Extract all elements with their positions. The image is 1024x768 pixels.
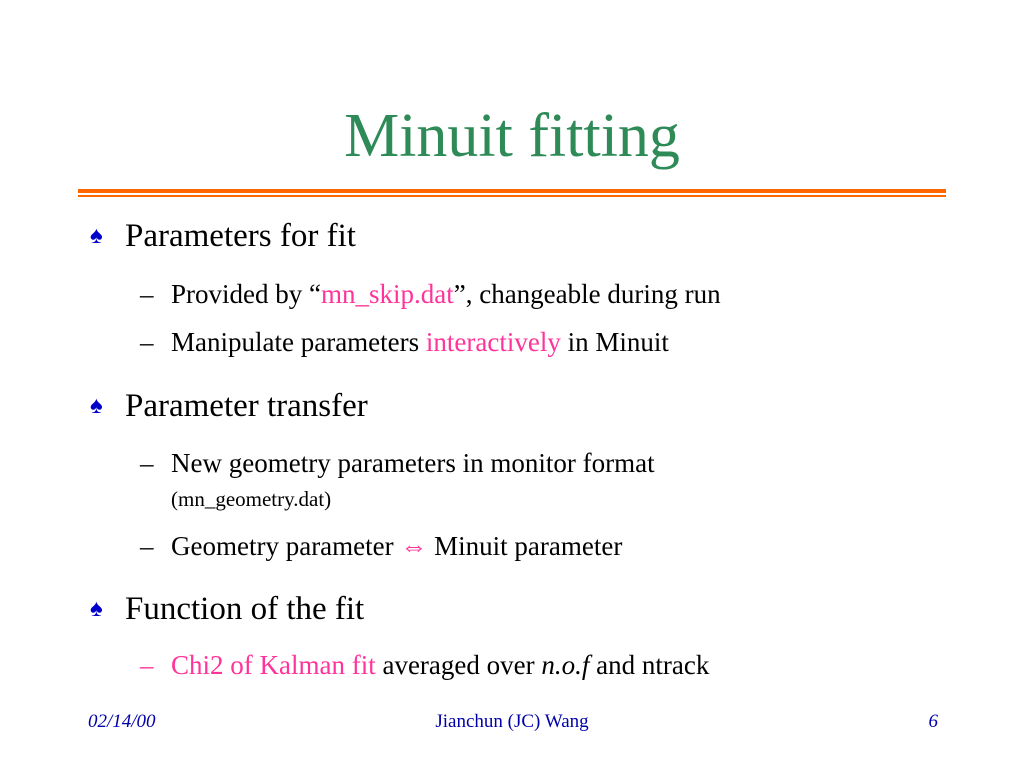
bullet-text: Parameters for fit <box>125 218 356 254</box>
double-arrow-icon: ⇔ <box>400 531 428 561</box>
bullet-item <box>90 216 356 256</box>
sub-bullet-item <box>140 325 669 359</box>
spade-icon: ♠ <box>90 393 103 419</box>
spade-icon: ♠ <box>90 223 103 249</box>
sub-bullet-text: averaged over <box>375 650 542 680</box>
sub-bullet-text-tail: ”, changeable during run <box>453 279 721 309</box>
highlighted-phrase: Chi2 of Kalman fit <box>171 650 376 680</box>
italic-term: n.o.f <box>541 650 590 680</box>
dash-marker: – <box>140 531 154 561</box>
sub-bullet-item <box>140 446 655 480</box>
bullet-item <box>90 589 364 629</box>
sub-bullet-text: New geometry parameters in monitor format <box>171 448 655 478</box>
sub-bullet-text: Provided by “ <box>171 279 321 309</box>
bullet-text: Function of the fit <box>125 591 365 627</box>
footer-date: 02/14/00 <box>88 711 156 732</box>
sub-bullet-item <box>140 277 721 311</box>
dash-marker: – <box>140 650 154 680</box>
title-divider-thin <box>78 195 946 197</box>
highlighted-word: interactively <box>425 327 561 357</box>
dash-marker: – <box>140 448 154 478</box>
slide-title: Minuit fitting <box>344 102 680 170</box>
title-divider-thick <box>78 189 946 193</box>
sub-bullet-continuation: (mn_geometry.dat) <box>171 487 332 511</box>
sub-bullet-text-tail: and ntrack <box>589 650 710 680</box>
sub-bullet-text: Geometry parameter <box>171 531 401 561</box>
footer-author: Jianchun (JC) Wang <box>435 711 589 732</box>
sub-bullet-text-tail: in Minuit <box>560 327 669 357</box>
highlighted-filename: mn_skip.dat <box>320 279 454 309</box>
sub-bullet-item <box>140 529 622 563</box>
sub-bullet-text-tail: Minuit parameter <box>427 531 623 561</box>
footer-page-number: 6 <box>928 711 938 732</box>
bullet-text: Parameter transfer <box>125 388 368 424</box>
spade-icon: ♠ <box>90 596 103 622</box>
sub-bullet-text: Manipulate parameters <box>171 327 426 357</box>
bullet-item <box>90 386 368 426</box>
dash-marker: – <box>140 279 154 309</box>
dash-marker: – <box>140 327 154 357</box>
sub-bullet-item <box>140 648 709 682</box>
